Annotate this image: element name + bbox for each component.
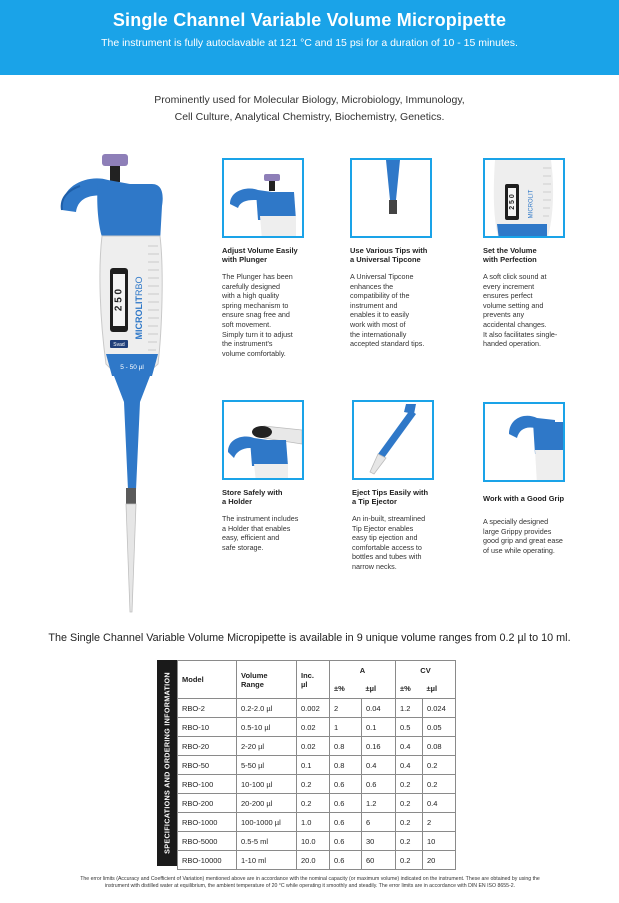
feature-title: Work with a Good Grip	[483, 494, 565, 503]
spec-side-label: SPECIFICATIONS AND ORDERING INFORMATION	[157, 660, 177, 866]
table-row: RBO-10 0.5-10 µl 0.02 1 0.1 0.5 0.05	[178, 718, 456, 737]
col-increment: Inc. µl	[297, 661, 330, 699]
feature-tip-ejector	[352, 400, 462, 572]
col-accuracy: A	[330, 661, 396, 680]
col-volume-range: Volume Range	[237, 661, 297, 699]
holder-closeup-image	[222, 400, 304, 480]
col-cv-percent: ±%	[396, 679, 423, 699]
micropipette-illustration	[40, 150, 190, 620]
svg-text:MICROLIT: MICROLIT	[528, 189, 535, 219]
svg-text:2 5 0: 2 5 0	[508, 194, 516, 210]
table-row: RBO-5000 0.5-5 ml 10.0 0.6 30 0.2 10	[178, 832, 456, 851]
tipcone-closeup-image	[350, 158, 432, 238]
col-model: Model	[178, 661, 237, 699]
tip-ejector-image	[352, 400, 434, 480]
feature-description: An in-built, streamlined Tip Ejector enables easy tip ejection and comfortable access to bottles and tubes with narrow necks.	[352, 514, 426, 571]
feature-title: Set the Volume with Perfection	[483, 246, 537, 264]
feature-title: Adjust Volume Easily with Plunger	[222, 246, 298, 264]
feature-adjust-volume	[222, 158, 332, 358]
feature-description: A soft click sound at every increment ensures perfect volume setting and prevents any accidental changes. It also facilitates single- handed operation.	[483, 272, 558, 349]
plunger-closeup-image	[222, 158, 304, 238]
table-row: RBO-2 0.2-2.0 µl 0.002 2 0.04 1.2 0.024	[178, 699, 456, 718]
feature-holder	[222, 400, 332, 552]
feature-title: Store Safely with a Holder	[222, 488, 283, 506]
brand-name: MICROLIT	[134, 296, 145, 340]
feature-set-volume	[483, 158, 593, 349]
model-badge: Svad	[113, 342, 125, 348]
feature-universal-tipcone	[350, 158, 460, 349]
table-row: RBO-20 2-20 µl 0.02 0.8 0.16 0.4 0.08	[178, 737, 456, 756]
volume-counter: 2 5 0	[113, 288, 125, 312]
intro-line-2: Cell Culture, Analytical Chemistry, Biochemistry, Genetics.	[174, 111, 445, 123]
table-row: RBO-1000 100-1000 µl 1.0 0.6 6 0.2 2	[178, 813, 456, 832]
col-cv: CV	[396, 661, 456, 680]
table-row: RBO-10000 1-10 ml 20.0 0.6 60 0.2 20	[178, 851, 456, 870]
feature-description: The instrument includes a Holder that enables easy, efficient and safe storage.	[222, 514, 299, 552]
error-limits-footnote: The error limits (Accuracy and Coefficient of Variation) mentioned above are in accordance with the nominal capacity (or maximum volume) indicated on the instrument. These are obtained by using the instrument with distilled water at equilibrium, the ambient temperature of 20 °C while operating it smoothly and steadily. The error limits are in accordance with DIN EN ISO 8655-2.	[80, 876, 540, 889]
intro-text	[0, 92, 619, 126]
feature-description: A Universal Tipcone enhances the compatibility of the instrument and enables it to easily work with most of the internationally accepted standard tips.	[350, 272, 425, 349]
col-cv-ul: ±µl	[423, 679, 456, 699]
col-a-percent: ±%	[330, 679, 362, 699]
feature-grip	[483, 402, 593, 555]
feature-description: A specially designed large Grippy provides good grip and great ease of use while operating.	[483, 517, 563, 555]
table-row: RBO-100 10-100 µl 0.2 0.6 0.6 0.2 0.2	[178, 775, 456, 794]
feature-title: Use Various Tips with a Universal Tipcone	[350, 246, 428, 264]
page-title: Single Channel Variable Volume Micropipette	[112, 10, 507, 30]
table-header-row	[178, 661, 456, 680]
col-a-ul: ±µl	[362, 679, 396, 699]
table-row: RBO-50 5-50 µl 0.1 0.8 0.4 0.4 0.2	[178, 756, 456, 775]
autoclave-note: The instrument is fully autoclavable at 121 °C and 15 psi for a duration of 10 - 15 minutes.	[101, 37, 518, 49]
grip-closeup-image	[483, 402, 565, 482]
intro-line-1: Prominently used for Molecular Biology, Microbiology, Immunology,	[154, 94, 465, 106]
availability-statement: The Single Channel Variable Volume Micropipette is available in 9 unique volume ranges from 0.2 µl to 10 ml.	[48, 632, 571, 644]
counter-closeup-image	[483, 158, 565, 238]
volume-range-label: 5 - 50 µl	[120, 364, 144, 371]
specifications-table	[177, 660, 456, 870]
table-row: RBO-200 20-200 µl 0.2 0.6 1.2 0.2 0.4	[178, 794, 456, 813]
feature-description: The Plunger has been carefully designed with a high quality spring mechanism to ensure snag free and soft movement. Simply turn it to adjust the instrument's volume comfortably.	[222, 272, 293, 358]
header-banner	[0, 0, 619, 75]
svg-text:MICROLITRBO	[134, 276, 144, 339]
feature-title: Eject Tips Easily with a Tip Ejector	[352, 488, 429, 506]
brand-suffix: RBO	[134, 276, 145, 297]
